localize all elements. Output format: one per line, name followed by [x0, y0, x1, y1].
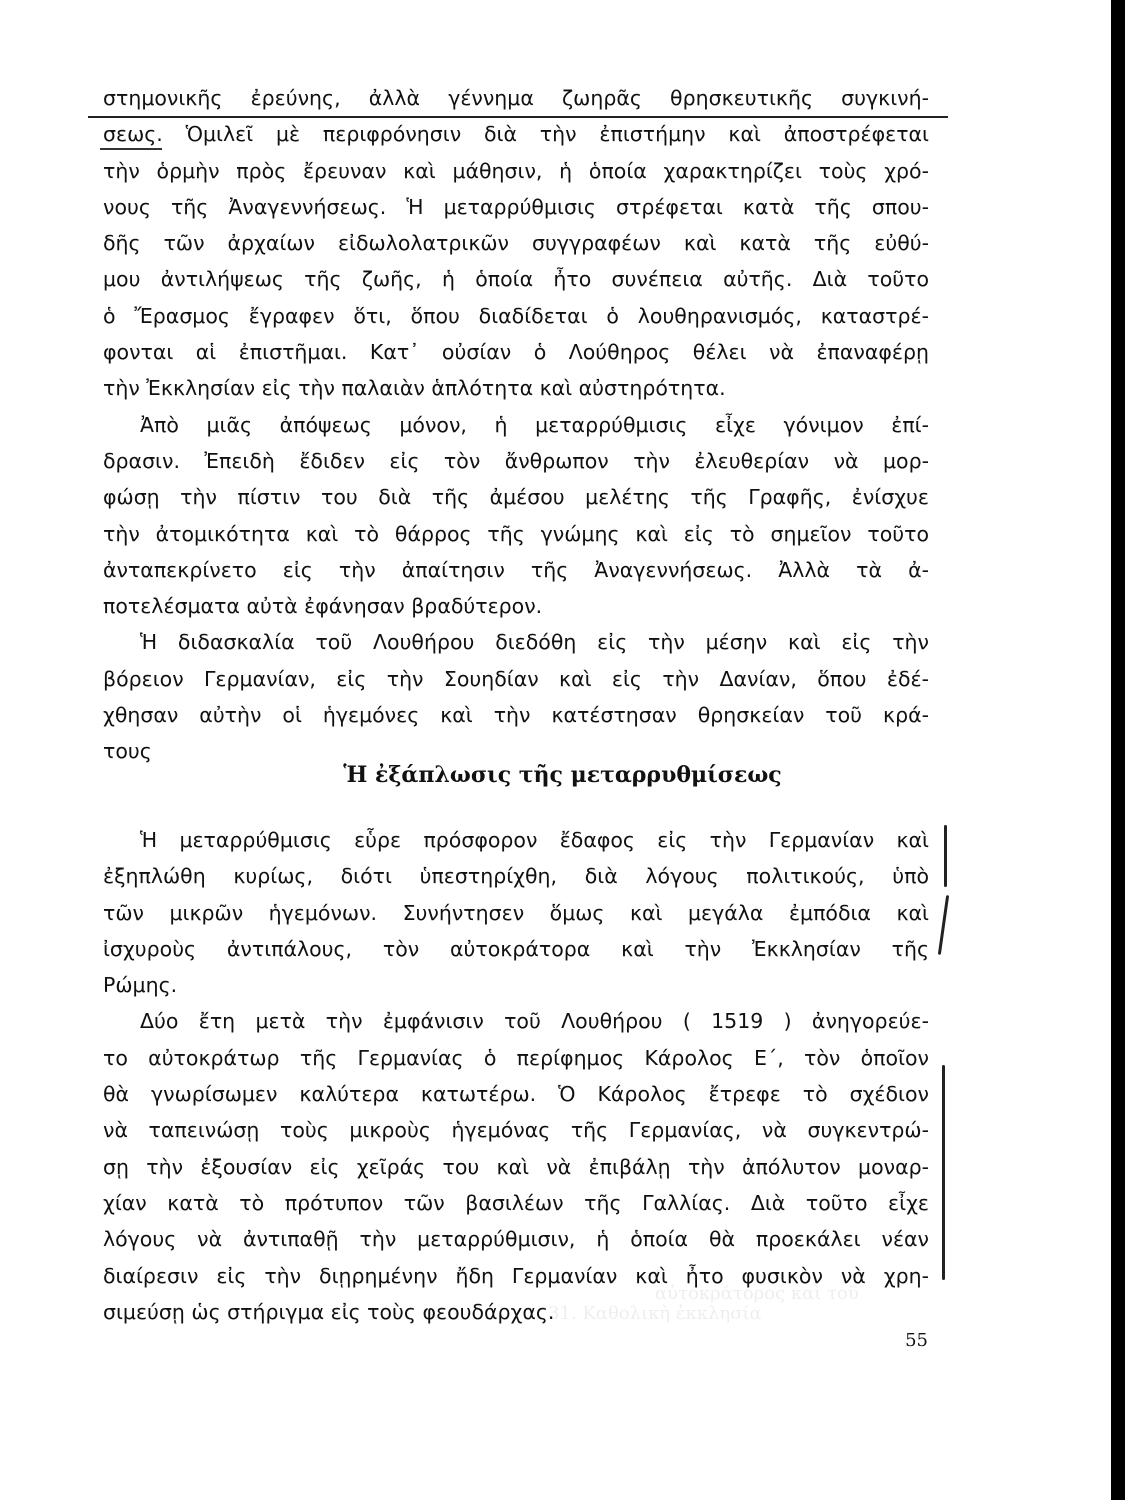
text-line: τὴν ὁρμὴν πρὸς ἔρευναν καὶ μάθησιν, ἡ ὁποία χαρακτηρίζει τοὺς χρό- [103, 158, 929, 183]
text-line: τὴν ἀτομικότητα καὶ τὸ θάρρος τῆς γνώμης καὶ εἰς τὸ σημεῖον τοῦτο [103, 521, 929, 546]
text-line: σῃ τὴν ἐξουσίαν εἰς χεῖράς του καὶ νὰ ἐπιβάλῃ τὴν ἀπόλυτον μοναρ- [103, 1154, 929, 1179]
text-line: φονται αἱ ἐπιστῆμαι. Κατ᾽ οὐσίαν ὁ Λούθηρος θέλει νὰ ἐπαναφέρῃ [103, 340, 929, 365]
text-line: ἀνταπεκρίνετο εἰς τὴν ἀπαίτησιν τῆς Ἀναγεννήσεως. Ἀλλὰ τὰ ἀ- [103, 557, 929, 582]
text-line: διαίρεσιν εἰς τὴν διῃρημένην ἤδη Γερμανίαν καὶ ἦτο φυσικὸν νὰ χρη- [103, 1263, 929, 1288]
text-line: ἐξηπλώθη κυρίως, διότι ὑπεστηρίχθη, διὰ λόγους πολιτικούς, ὑπὸ [103, 864, 929, 889]
main-text [103, 80, 929, 770]
text-line: νους τῆς Ἀναγεννήσεως. Ἡ μεταρρύθμισις στρέφεται κατὰ τῆς σπου- [103, 194, 929, 219]
text-line: το αὐτοκράτωρ τῆς Γερμανίας ὁ περίφημος Κάρολος Ε΄, τὸν ὁποῖον [103, 1045, 929, 1070]
text-line: Ἡ μεταρρύθμισις εὗρε πρόσφορον ἔδαφος εἰς τὴν Γερμανίαν καὶ [140, 828, 929, 852]
text-line: θὰ γνωρίσωμεν καλύτερα κατωτέρω. Ὁ Κάρολος ἔτρεφε τὸ σχέδιον [103, 1082, 929, 1107]
text-line: Ρώμης. [103, 973, 178, 998]
text-line: ὁ Ἔρασμος ἔγραφεν ὅτι, ὅπου διαδίδεται ὁ λουθηρανισμός, καταστρέ- [103, 303, 929, 328]
text-line: σιμεύσῃ ὡς στήριγμα εἰς τοὺς φεουδάρχας. [103, 1299, 555, 1324]
bleed-through-caption: 31. Καθολικὴ ἐκκλησία [548, 1303, 762, 1324]
text-line: Ἀπὸ μιᾶς ἀπόψεως μόνον, ἡ μεταρρύθμισις εἶχε γόνιμον ἐπί- [140, 412, 929, 437]
bleed-through-line: αὐτοκράτορος καὶ τοῦ [655, 1283, 859, 1304]
text-line: τῶν μικρῶν ἡγεμόνων. Συνήντησεν ὅμως καὶ μεγάλα ἐμπόδια καὶ [103, 900, 929, 925]
text-line: τους [103, 739, 152, 764]
page-number: 55 [905, 1330, 928, 1351]
text-line: λόγους νὰ ἀντιπαθῇ τὴν μεταρρύθμισιν, ἡ ὁποία θὰ προεκάλει νέαν [103, 1227, 929, 1252]
text-line: δρασιν. Ἐπειδὴ ἔδιδεν εἰς τὸν ἄνθρωπον τὴν ἐλευθερίαν νὰ μορ- [103, 448, 929, 473]
text-line: στημονικῆς ἐρεύνης, ἀλλὰ γέννημα ζωηρᾶς θρησκευτικῆς συγκινή- [103, 86, 929, 110]
text-line: ποτελέσματα αὐτὰ ἐφάνησαν βραδύτερον. [103, 594, 543, 619]
text-line: βόρειον Γερμανίαν, εἰς τὴν Σουηδίαν καὶ εἰς τὴν Δανίαν, ὅπου ἐδέ- [103, 666, 929, 691]
margin-pencil-mark [944, 825, 947, 887]
text-line: χθησαν αὐτὴν οἱ ἡγεμόνες καὶ τὴν κατέστησαν θρησκείαν τοῦ κρά- [103, 703, 929, 728]
text-line: μου ἀντιλήψεως τῆς ζωῆς, ἡ ὁποία ἦτο συνέπεια αὐτῆς. Διὰ τοῦτο [103, 267, 929, 292]
text-line: ἰσχυροὺς ἀντιπάλους, τὸν αὐτοκράτορα καὶ τὴν Ἐκκλησίαν τῆς [103, 936, 929, 961]
text-line: δῆς τῶν ἀρχαίων εἰδωλολατρικῶν συγγραφέων καὶ κατὰ τῆς εὐθύ- [103, 231, 929, 256]
text-line: νὰ ταπεινώσῃ τοὺς μικροὺς ἡγεμόνας τῆς Γερμανίας, νὰ συγκεντρώ- [103, 1118, 929, 1143]
text-line: Ἡ διδασκαλία τοῦ Λουθήρου διεδόθη εἰς τὴν μέσην καὶ εἰς τὴν [140, 630, 929, 655]
text-line: χίαν κατὰ τὸ πρότυπον τῶν βασιλέων τῆς Γαλλίας. Διὰ τοῦτο εἶχε [103, 1190, 929, 1215]
margin-pencil-mark [938, 895, 949, 955]
text-line: σεως. Ὁμιλεῖ μὲ περιφρόνησιν διὰ τὴν ἐπιστήμην καὶ ἀποστρέφεται [103, 122, 929, 147]
margin-pencil-mark [942, 1065, 945, 1280]
section-text [103, 822, 929, 1330]
text-line: Δύο ἔτη μετὰ τὴν ἐμφάνισιν τοῦ Λουθήρου ( 1519 ) ἀνηγορεύε- [140, 1009, 929, 1034]
section-heading: Ἡ ἐξάπλωσις τῆς μεταρρυθμίσεως [343, 762, 782, 788]
text-line: φώσῃ τὴν πίστιν του διὰ τῆς ἀμέσου μελέτης τῆς Γραφῆς, ἐνίσχυε [103, 485, 929, 510]
scan-edge [1111, 0, 1125, 1500]
text-line: τὴν Ἐκκλησίαν εἰς τὴν παλαιὰν ἁπλότητα καὶ αὐστηρότητα. [103, 376, 726, 401]
